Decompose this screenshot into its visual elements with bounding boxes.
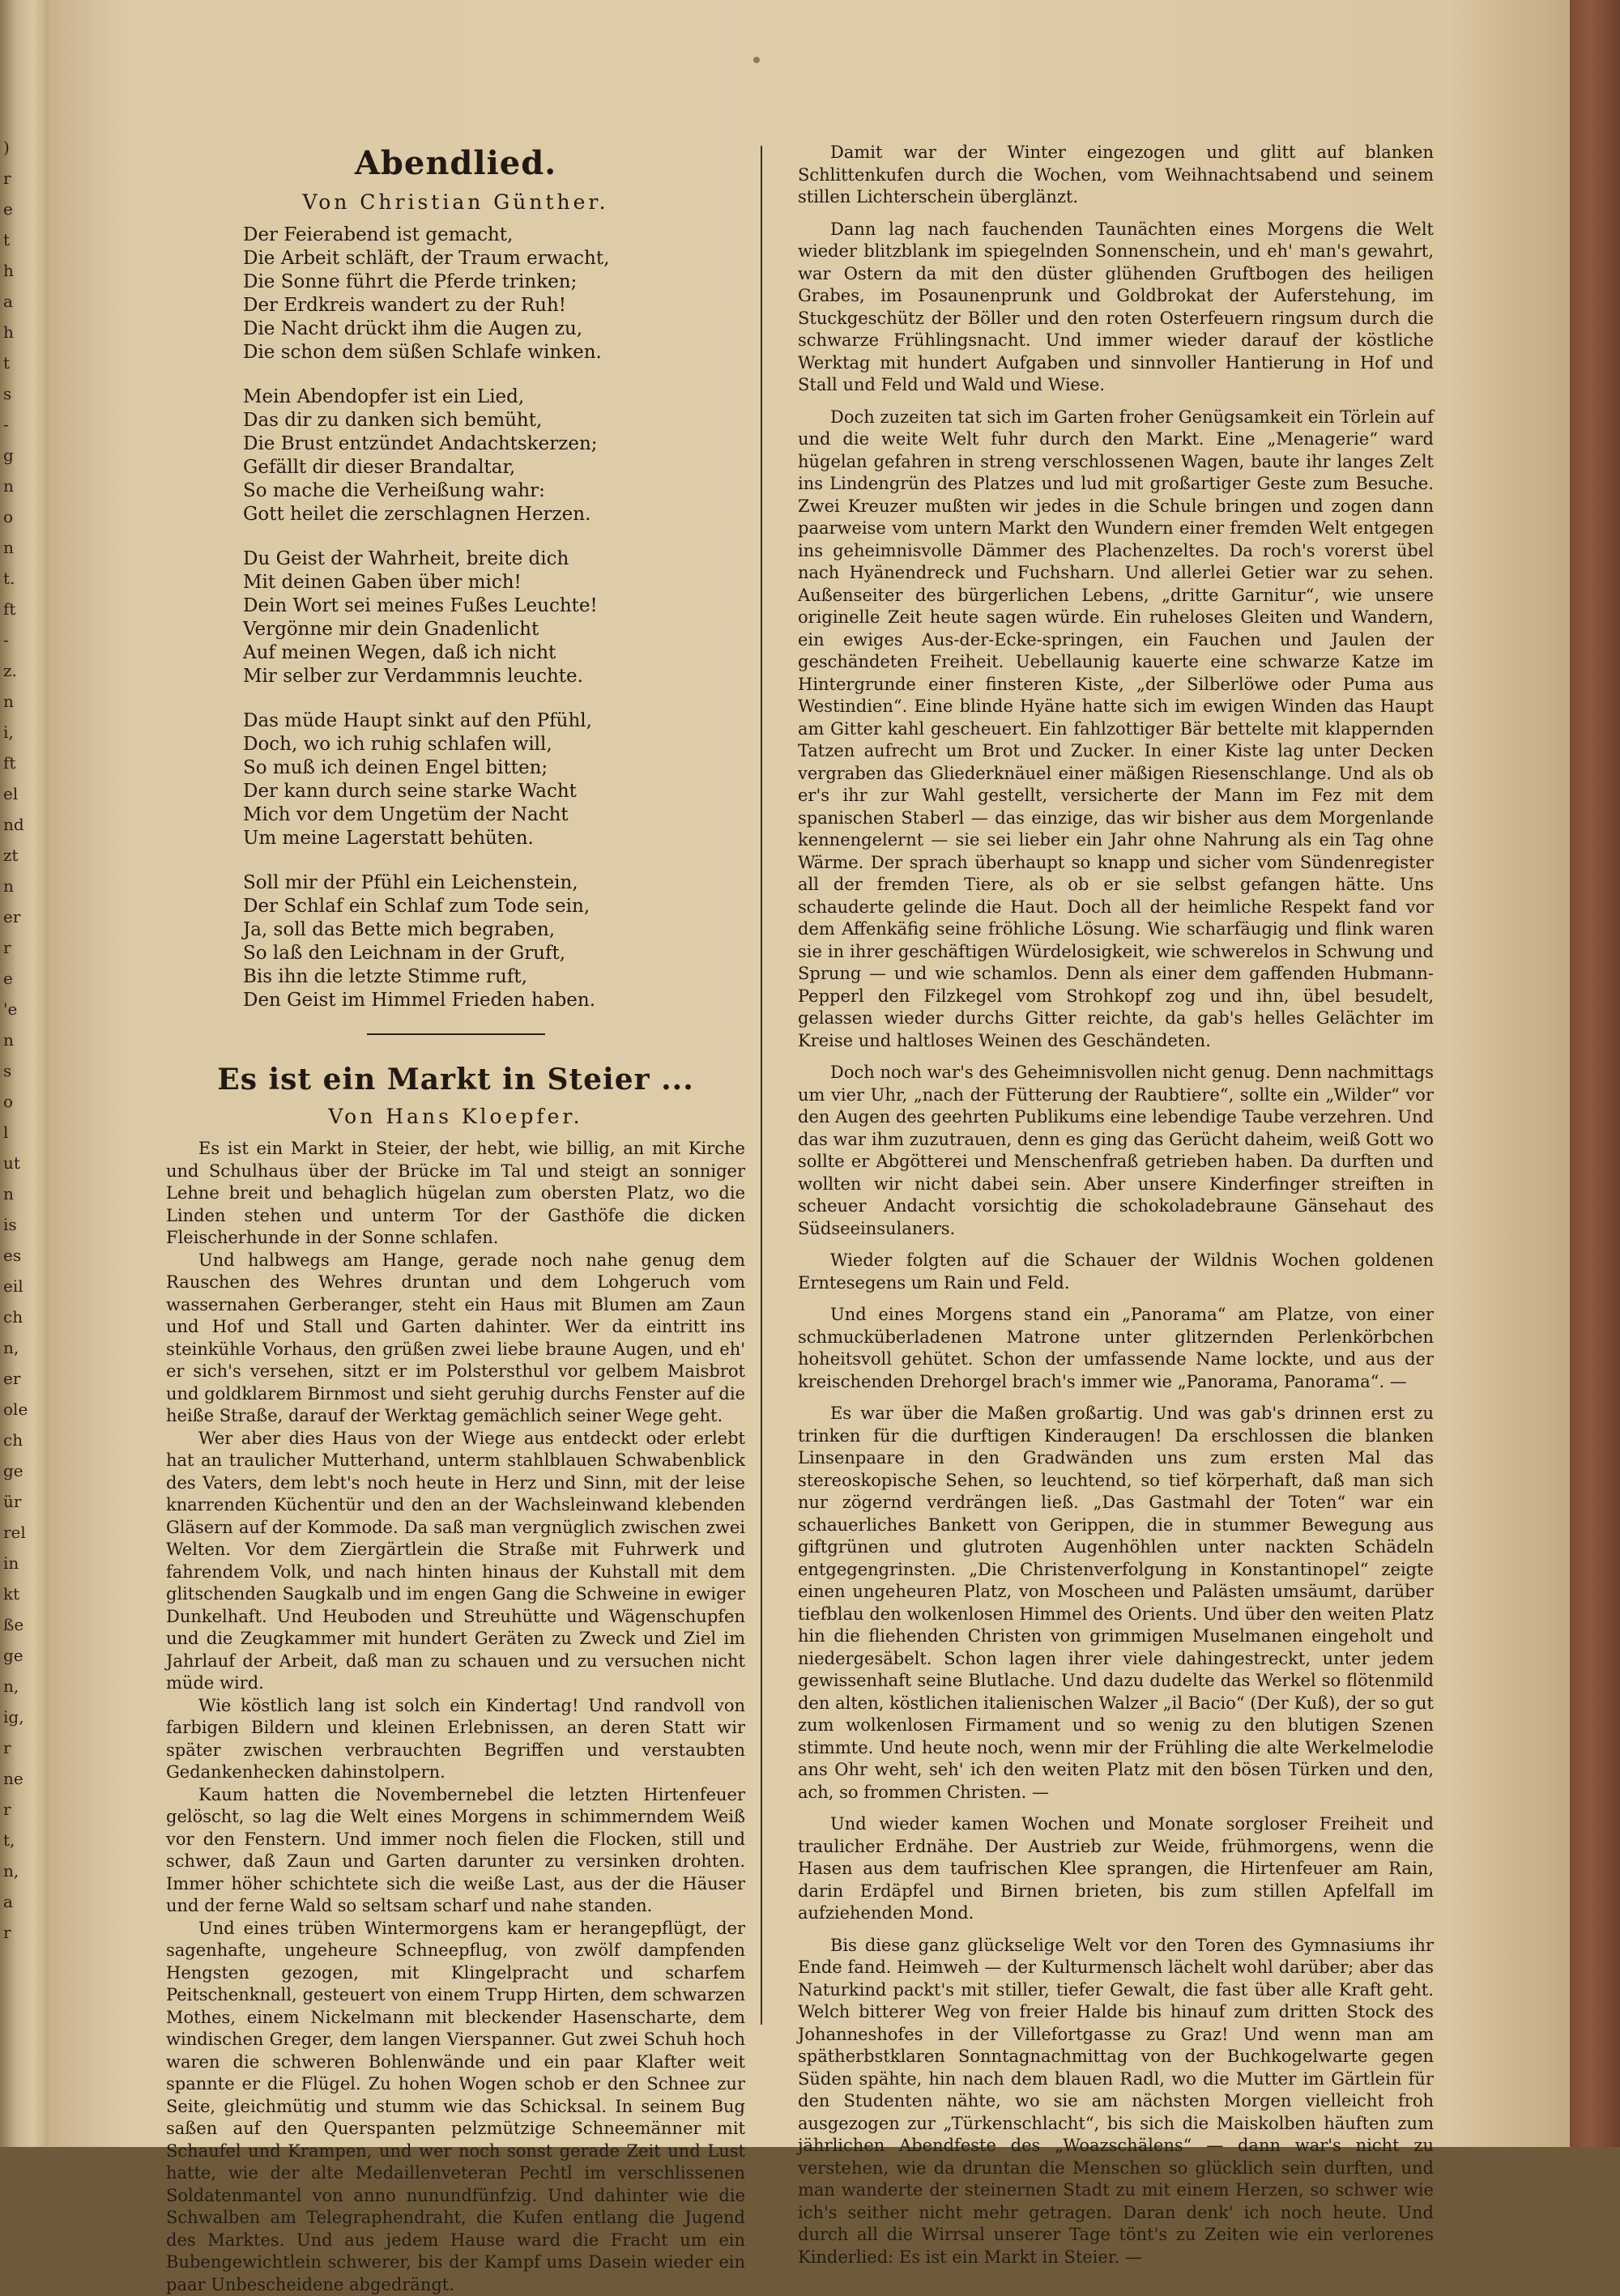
left-column <box>166 138 745 2296</box>
poem-line: So muß ich deinen Engel bitten; <box>243 756 745 780</box>
left-page-fragment: er <box>3 1369 36 1388</box>
poem-line: Du Geist der Wahrheit, breite dich <box>243 547 745 571</box>
left-page-fragment: ße <box>3 1615 36 1634</box>
story-author: Von Hans Kloepfer. <box>166 1105 745 1128</box>
left-page-fragment: ft <box>3 599 36 619</box>
left-page-fragment: e <box>3 969 36 988</box>
poem-line: Der kann durch seine starke Wacht <box>243 780 745 803</box>
left-page-fragment: r <box>3 1923 36 1942</box>
poem-stanza <box>243 871 745 1012</box>
left-page-fragment: n <box>3 476 36 496</box>
left-page-fragment: n <box>3 1184 36 1203</box>
poem-line: Der Schlaf ein Schlaf zum Tode sein, <box>243 895 745 918</box>
left-page-fragment: n, <box>3 1338 36 1357</box>
poem-author: Von Christian Günther. <box>166 190 745 214</box>
story-paragraph: Es ist ein Markt in Steier, der hebt, wie billig, an mit Kirche und Schulhaus über der Brücke im Tal und steigt an sonniger Lehne breit und behaglich hügelan zum obersten Platz, wo die Linden stehen und unterm Tor der Gasthöfe die dicken Fleischerhunde in der Sonne schlafen. <box>166 1138 745 1250</box>
left-page-fragment: eil <box>3 1276 36 1296</box>
left-page-fragment: r <box>3 168 36 188</box>
story-paragraph: Und wieder kamen Wochen und Monate sorgloser Freiheit und traulicher Erdnähe. Der Austrieb zur Weide, frühmorgens, wenn die Hasen aus dem taufrischen Klee sprangen, die Hirtenfeuer am Rain, darin Erdäpfel und Birnen brieten, bis zum stillen Apfelfall im aufziehenden Mond. <box>798 1813 1434 1925</box>
poem-line: Mein Abendopfer ist ein Lied, <box>243 386 745 409</box>
story-paragraph: Dann lag nach fauchenden Taunächten eines Morgens die Welt wieder blitzblank im spiegelnden Sonnenschein, und eh' man's gewahrt, war Ostern da mit den düster glühenden Gruftbogen des heiligen Grabes, im Posaunenprunk und Goldbrokat der Auferstehung, im Stuckgeschütz der Böller und den roten Osterfeuern ringsum durch die schwarze Frühlingsnacht. Und immer wieder darauf der köstliche Werktag mit hundert Aufgaben und sinnvoller Hantierung in Hof und Stall und Feld und Wald und Wiese. <box>798 219 1434 397</box>
left-page-fragment: in <box>3 1553 36 1573</box>
story-paragraph: Bis diese ganz glückselige Welt vor den Toren des Gymnasiums ihr Ende fand. Heimweh — der Kulturmensch lächelt wohl darüber; aber das Naturkind packt's mit stiller, tiefer Gewalt, die fast über alle Kraft geht. Welch bitterer Weg von freier Halde bis hinauf zum dritten Stock des Johanneshofes in der Villefortgasse zu Graz! Und wenn man am spätherbstklaren Sonntagnachmittag von der Buchkogelwarte gegen Süden spähte, hin nach dem blauen Radl, wo die Mutter im Gärtlein für den Studenten nähte, wo sie am nächsten Morgen vielleicht froh ausgezogen zur „Türkenschlacht“, bis sich die Maiskolben häuften zum jährlichen Abendfeste des „Woazschälens“ — dann war's nicht zu verstehen, wie da druntan die Menschen so glücklich sein durften, und man wanderte der steinernen Stadt zu mit einem Herzen, so schwer wie ich's seither nicht mehr getragen. Daran denk' ich noch heute. Und durch all die Wirrsal unserer Tage tönt's zu Zeiten wie ein verlorenes Kinderlied: Es ist ein Markt in Steier. — <box>798 1935 1434 2269</box>
story-title: Es ist ein Markt in Steier ... <box>166 1063 745 1097</box>
left-page-fragment: zt <box>3 846 36 865</box>
left-page-fragment: er <box>3 907 36 926</box>
left-page-fragment: n <box>3 1030 36 1050</box>
poem-line: Dein Wort sei meines Fußes Leuchte! <box>243 594 745 618</box>
left-page-fragment: t. <box>3 569 36 588</box>
story-paragraph: Wieder folgten auf die Schauer der Wildnis Wochen goldenen Erntesegens um Rain und Feld. <box>798 1250 1434 1294</box>
section-divider <box>367 1033 545 1035</box>
story-paragraph: Es war über die Maßen großartig. Und was gab's drinnen erst zu trinken für die durftigen Kinderaugen! Da erschlossen die blanken Linsenpaare in den Gradwänden uns zum ersten Mal das stereoskopische Sehen, so leuchtend, so tief körperhaft, daß man sich nur zögernd verdrängen ließ. „Das Gastmahl der Toten“ war ein schauerliches Bankett von Gerippen, die in stummer Bewegung aus giftgrünen und glutroten Augenhöhlen unter nackten Schädeln entgegengrinsten. „Die Christenverfolgung in Konstantinopel“ zeigte einen ungeheuren Platz, von Moscheen und Palästen umsäumt, darüber tiefblau den wolkenlosen Himmel des Orients. Und über den weiten Platz hin die fliehenden Christen von grimmigen Muselmanen eingeholt und niedergesäbelt. Schon lagen ihrer viele dahingestreckt, unter jedem gewissenhaft seine Blutlache. Und dazu dudelte das Werkel so flötenmild den alten, köstlichen italienischen Walzer „il Bacio“ (Der Kuß), der so gut zum wolkenlosen Firmament und so wenig zu den blutigen Szenen stimmte. Und heute noch, wenn mir der Frühling die alte Werkelmelodie ans Ohr weht, seh' ich den weiten Platz mit den bösen Türken und den, ach, so frommen Christen. — <box>798 1403 1434 1804</box>
left-page-fragment: es <box>3 1246 36 1265</box>
left-page-fragment: o <box>3 507 36 526</box>
left-page-fragment: t <box>3 230 36 249</box>
paper-speck <box>753 57 760 63</box>
story-paragraph: Doch noch war's des Geheimnisvollen nicht genug. Denn nachmittags um vier Uhr, „nach der Fütterung der Raubtiere“, sollte ein „Wilder“ vor den Augen des geehrten Publikums eine lebendige Taube verzehren. Und das war ihm zuzutrauen, denn es ging das Gerücht daheim, weiß Gott wo sollte er Abgötterei und Menschenfraß getrieben haben. Da durften und wollten wir nicht dabei sein. Aber unsere Kinderfinger streiften in scheuer Andacht vorsichtig die schokoladebraune Gänsehaut des Südseeinsulaners. <box>798 1062 1434 1240</box>
poem-stanza <box>243 547 745 688</box>
left-page-fragment: ge <box>3 1646 36 1665</box>
poem-line: Doch, wo ich ruhig schlafen will, <box>243 733 745 756</box>
left-page-fragment: s <box>3 384 36 403</box>
poem-line: Ja, soll das Bette mich begraben, <box>243 918 745 942</box>
left-page-fragment: ft <box>3 753 36 773</box>
left-page-fragment: kt <box>3 1584 36 1604</box>
left-page-fragment: h <box>3 261 36 280</box>
story-paragraph: Und eines Morgens stand ein „Panorama“ am Platze, von einer schmucküberladenen Matrone unter glitzernden Perlenkörbchen hoheitsvoll gehütet. Schon der umfassende Name lockte, und aus der kreischenden Drehorgel brach's immer wie „Panorama, Panorama“. — <box>798 1304 1434 1393</box>
poem-line: Um meine Lagerstatt behüten. <box>243 827 745 850</box>
poem-stanza <box>243 224 745 364</box>
poem-line: Die schon dem süßen Schlafe winken. <box>243 341 745 364</box>
poem-line: Auf meinen Wegen, daß ich nicht <box>243 641 745 665</box>
left-page-fragment: n, <box>3 1861 36 1881</box>
left-page-fragment: ig, <box>3 1707 36 1727</box>
column-rule <box>761 146 762 2025</box>
left-page-fragment: is <box>3 1215 36 1234</box>
left-page-fragment: z. <box>3 661 36 680</box>
poem-line: Gefällt dir dieser Brandaltar, <box>243 456 745 479</box>
poem-line: So mache die Verheißung wahr: <box>243 479 745 503</box>
left-page-fragment: r <box>3 1738 36 1757</box>
story-paragraph: Und halbwegs am Hange, gerade noch nahe genug dem Rauschen des Wehres druntan und dem Lohgeruch vom wassernahen Gerberanger, steht ein Haus mit Blumen am Zaun und Hof und Stall und Garten dahinter. Wer da eintritt ins steinkühle Vorhaus, den grüßen zwei liebe braune Augen, und eh' er sich's versehen, sitzt er im Polstersthul vor gelbem Maisbrot und goldklarem Birnmost und sieht geruhig durchs Fenster auf die heiße Straße, darauf der Werktag gemächlich seiner Wege geht. <box>166 1250 745 1428</box>
story-paragraph: Wer aber dies Haus von der Wiege aus entdeckt oder erlebt hat an traulicher Mutterhand, unterm stahlblauen Schwabenblick des Vaters, dem lebt's noch heute in Herz und Sinn, mit der leise knarrenden Küchentür und den an der Wachsleinwand klebenden Gläsern auf der Kommode. Da saß man vergnüglich zwischen zwei Welten. Vor dem Ziergärtlein die Straße mit Fuhrwerk und fahrendem Volk, und nach hinten hinaus der Kuhstall mit dem glitschenden Saugkalb und im engen Gang die Schweine in ewiger Dunkelhaft. Und Heuboden und Streuhütte und Wägenschupfen und die Zeugkammer mit hundert Geräten zu Zweck und Ziel im Jahrlauf der Arbeit, daß man zu schauen und zu versuchen nicht müde wird. <box>166 1428 745 1695</box>
poem-line: Der Erdkreis wandert zu der Ruh! <box>243 294 745 317</box>
poem-line: Mit deinen Gaben über mich! <box>243 571 745 594</box>
poem-line: Soll mir der Pfühl ein Leichenstein, <box>243 871 745 895</box>
poem-stanza <box>243 709 745 850</box>
left-page-edge <box>0 0 49 2147</box>
poem-line: Die Nacht drückt ihm die Augen zu, <box>243 317 745 341</box>
left-page-fragment: g <box>3 445 36 465</box>
poem-title: Abendlied. <box>166 144 745 182</box>
left-page-fragment: n <box>3 876 36 896</box>
poem-line: Mir selber zur Verdammnis leuchte. <box>243 665 745 688</box>
left-page-fragment: l <box>3 1122 36 1142</box>
poem-line: Den Geist im Himmel Frieden haben. <box>243 989 745 1012</box>
poem-line: Der Feierabend ist gemacht, <box>243 224 745 247</box>
left-page-fragment: - <box>3 630 36 650</box>
right-book-edge <box>1570 0 1620 2147</box>
left-page-fragment: el <box>3 784 36 803</box>
poem-body <box>243 224 745 1012</box>
left-page-fragment: n <box>3 538 36 557</box>
left-page-fragment: nd <box>3 815 36 834</box>
story-paragraph: Doch zuzeiten tat sich im Garten froher Genügsamkeit ein Törlein auf und die weite Welt fuhr durch den Markt. Eine „Menagerie“ ward hügelan gefahren in streng verschlossenen Wagen, baute ihr langes Zelt ins Lindengrün des Platzes und lud mit großartiger Geste zum Besuche. Zwei Kreuzer mußten wir jedes in die Schule bringen und zogen dann paarweise vom untern Markt den Wundern einer fremden Welt entgegen ins geheimnisvolle Dämmer des Plachenzeltes. Da roch's vorerst übel nach Hyänendreck und Fuchsharn. Und allerlei Getier war zu sehen. Außenseiter des bürgerlichen Lebens, „dritte Garnitur“, wie unsere originelle Zeit heute sagen würde. Ein ruheloses Gleiten und Wandern, ein ewiges Aus-der-Ecke-springen, ein Fauchen und Jaulen der geschändeten Freiheit. Uebellaunig kauerte eine schwarze Katze im Hintergrunde einer finsteren Kiste, „der Silberlöwe oder Puma aus Westindien“. Eine blinde Hyäne hatte sich im ewigen Winden das Haupt am Gitter kahl gescheuert. Ein fahlzottiger Bär bettelte mit klappernden Tatzen aufrecht um Brot und Zucker. In einer Kiste lag unter Decken vergraben das Gliederknäuel einer mäßigen Riesenschlange. Und als ob er's ihr zur Wahl gestellt, versicherte der Mann im Fez mit dem spanischen Staberl — das einzige, das wir bisher aus dem Morgenlande kennengelernt — sie sei lieber ein Jahr ohne Nahrung als ein Tag ohne Wärme. Der sprach überhaupt so knapp und sicher vom Sündenregister all der fremden Tiere, als ob er sie selbst gefangen hätte. Uns schauderte gelinde die Haut. Doch all der heimliche Respekt fand vor dem Affenkäfig seine fröhliche Lösung. Wie scharfäugig und flink waren sie in ihrer geschäftigen Würdelosigkeit, wie schwerelos in Schwung und Sprung — und wie schamlos. Denn als einer dem gaffenden Hubmann-Pepperl den Filzkegel vom Strohkopf zog und ihn, übel besudelt, gelassen wieder durchs Gitter reichte, da gab's helles Gelächter im Kreise und haltloses Weinen des Geschändeten. <box>798 407 1434 1053</box>
story-right-text <box>798 142 1434 2268</box>
left-page-fragment: ge <box>3 1461 36 1480</box>
poem-line: Das dir zu danken sich bemüht, <box>243 409 745 432</box>
left-page-fragment: - <box>3 415 36 434</box>
poem-line: Vergönne mir dein Gnadenlicht <box>243 618 745 641</box>
poem-line: Die Brust entzündet Andachtskerzen; <box>243 432 745 456</box>
left-page-fragment: r <box>3 1800 36 1819</box>
left-page-fragment: n <box>3 692 36 711</box>
left-page-fragment: ut <box>3 1153 36 1173</box>
left-page-fragment: r <box>3 938 36 957</box>
left-page-fragment: t, <box>3 1830 36 1850</box>
left-page-fragment: s <box>3 1061 36 1080</box>
story-paragraph: Wie köstlich lang ist solch ein Kindertag! Und randvoll von farbigen Bildern und kleinen Erlebnissen, an deren Statt wir später zwischen verbrauchten Begriffen und verstaubten Gedankenhecken dahinstolpern. <box>166 1695 745 1784</box>
poem-line: Die Arbeit schläft, der Traum erwacht, <box>243 247 745 270</box>
right-column <box>798 142 1434 2278</box>
left-page-fragment: t <box>3 353 36 373</box>
left-page-fragment: ne <box>3 1769 36 1788</box>
left-page-fragment: n, <box>3 1676 36 1696</box>
left-page-fragment: 'e <box>3 999 36 1019</box>
left-page-fragment: ch <box>3 1307 36 1327</box>
left-page-fragment: o <box>3 1092 36 1111</box>
poem-line: Gott heilet die zerschlagnen Herzen. <box>243 503 745 526</box>
poem-line: So laß den Leichnam in der Gruft, <box>243 942 745 965</box>
poem-line: Bis ihn die letzte Stimme ruft, <box>243 965 745 989</box>
left-page-fragment: ole <box>3 1399 36 1419</box>
left-page-fragment: i, <box>3 722 36 742</box>
left-page-fragment: a <box>3 1892 36 1911</box>
story-paragraph: Kaum hatten die Novembernebel die letzten Hirtenfeuer gelöscht, so lag die Welt eines Morgens in schimmerndem Weiß vor den Fenstern. Und immer noch fielen die Flocken, still und schwer, daß Zaun und Garten darunter zu versinken drohten. Immer höher schichtete sich die weiße Last, aus der die Häuser und der ferne Wald so seltsam scharf und nahe standen. <box>166 1784 745 1918</box>
poem-line: Das müde Haupt sinkt auf den Pfühl, <box>243 709 745 733</box>
poem-line: Mich vor dem Ungetüm der Nacht <box>243 803 745 827</box>
poem-line: Die Sonne führt die Pferde trinken; <box>243 270 745 294</box>
left-page-fragment: e <box>3 199 36 219</box>
left-page-fragment: ür <box>3 1492 36 1511</box>
left-page-fragment: ch <box>3 1430 36 1450</box>
left-page-fragment: rel <box>3 1523 36 1542</box>
story-left-text <box>166 1138 745 2296</box>
left-page-fragment: a <box>3 292 36 311</box>
story-paragraph: Und eines trüben Wintermorgens kam er herangepflügt, der sagenhafte, ungeheure Schneepflug, von zwölf dampfenden Hengsten gezogen, mit Klingelpracht und scharfem Peitschenknall, gesteuert von einem Trupp Hirten, dem schwarzen Mothes, einem Nickelmann mit bleckender Hasenscharte, dem windischen Greger, dem langen Vierspanner. Gut zwei Schuh hoch waren die schweren Bohlenwände und ein paar Klafter weit spannte er die Flügel. Zu hohen Wogen schob er den Schnee zur Seite, gleichmütig und stumm wie das Schicksal. In seinem Bug saßen auf den Querspanten pelzmützige Schneemänner mit Schaufel und Krampen, und wer noch sonst gerade Zeit und Lust hatte, wie der alte Medaillenveteran Pechtl im verschlissenen Soldatenmantel von anno nunundfünfzig. Und dahinter wie die Schwalben am Telegraphendraht, die Kufen entlang die Jugend des Marktes. Und aus jedem Hause ward die Fracht um ein Bubengewichtlein schwerer, bis der Kampf ums Dasein wieder ein paar Unbescheidene abgedrängt. <box>166 1918 745 2296</box>
left-page-fragment: h <box>3 322 36 342</box>
story-paragraph: Damit war der Winter eingezogen und glitt auf blanken Schlittenkufen durch die Wochen, vom Weihnachtsabend und seinem stillen Lichterschein überglänzt. <box>798 142 1434 209</box>
poem-stanza <box>243 386 745 526</box>
left-page-fragment: ) <box>3 138 36 157</box>
